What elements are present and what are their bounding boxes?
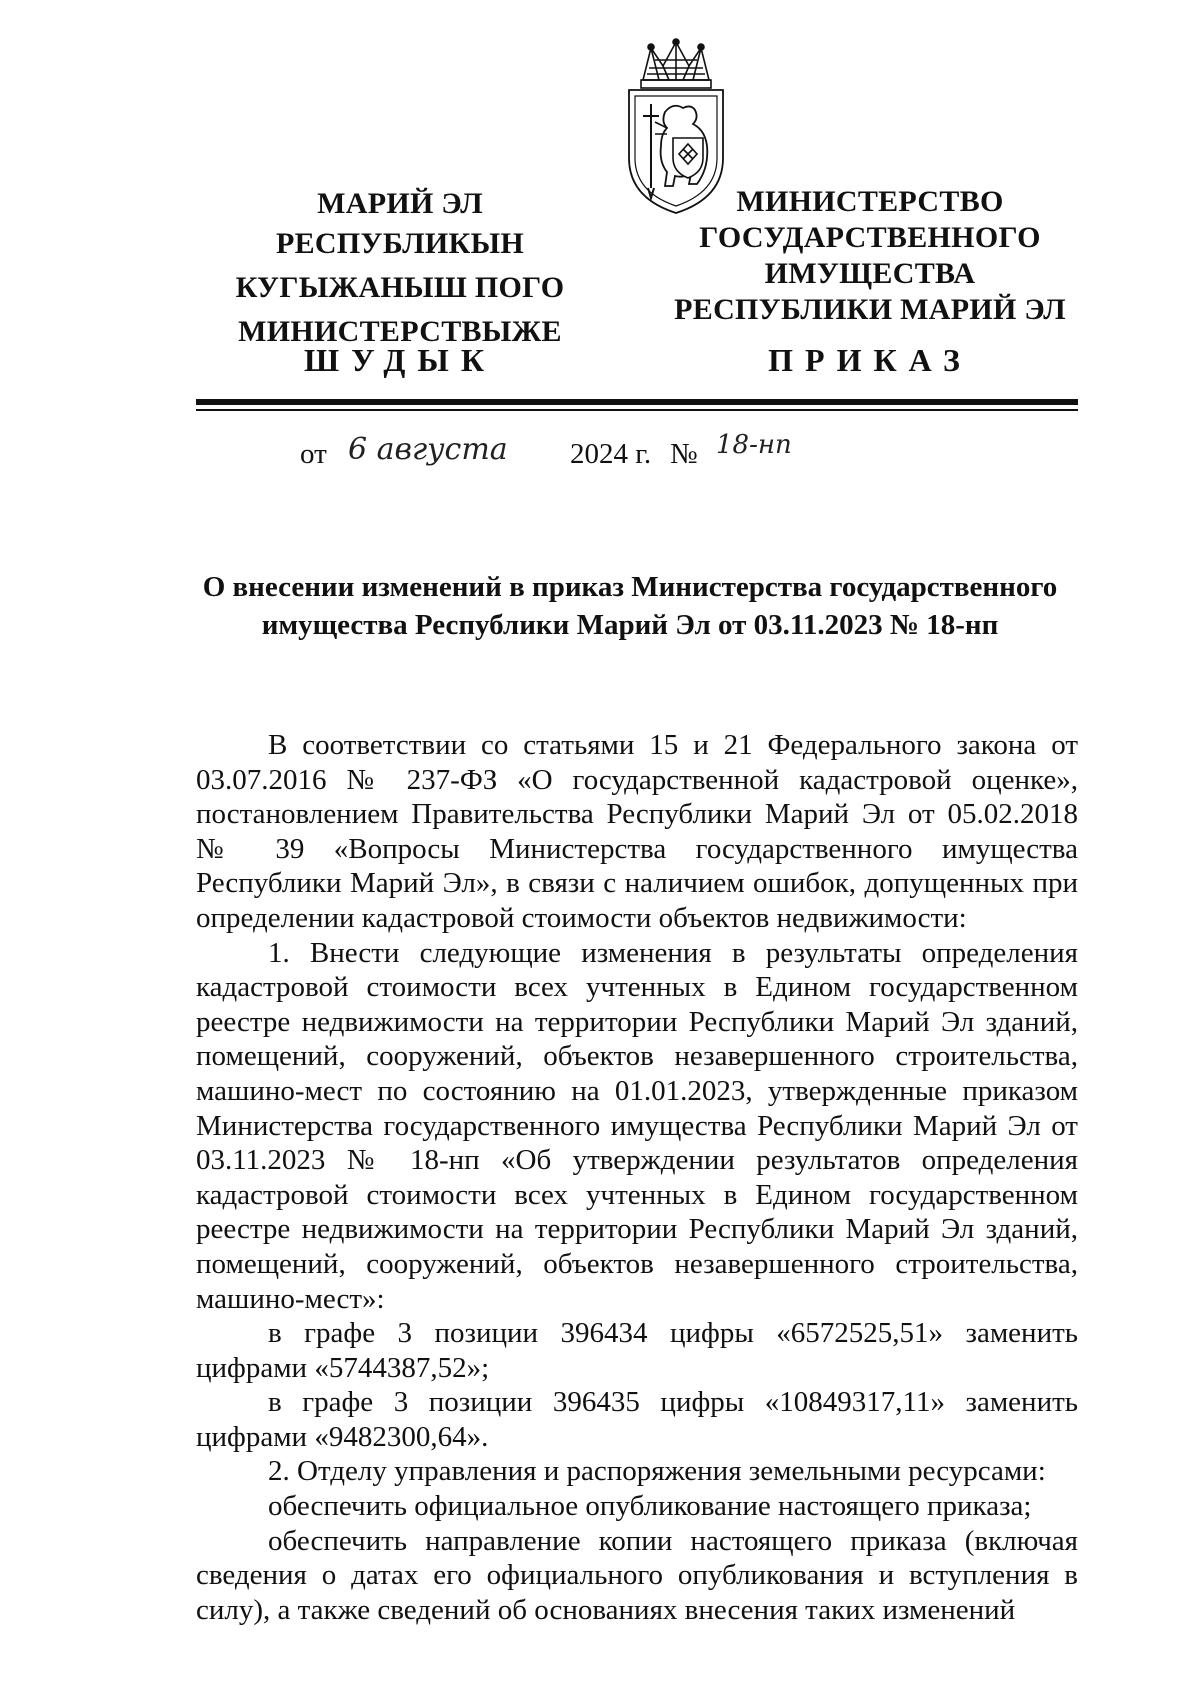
document-title xyxy=(150,568,1110,644)
header-divider-thin xyxy=(196,409,1078,411)
paragraph: 2. Отделу управления и распоряжения земельными ресурсами: xyxy=(268,1455,1046,1488)
header-left-authority xyxy=(190,184,610,356)
dateline xyxy=(300,430,1000,480)
header-divider xyxy=(196,399,1078,405)
header-left-line: МАРИЙ ЭЛ РЕСПУБЛИКЫН xyxy=(276,187,524,260)
header-right-authority xyxy=(660,184,1080,328)
paragraph: обеспечить официальное опубликование настоящего приказа; xyxy=(268,1490,1032,1523)
handwritten-date: 6 августа xyxy=(348,432,508,467)
header-left-line: МИНИСТЕРСТВЫЖЕ xyxy=(238,315,562,348)
handwritten-number: 18-нп xyxy=(716,430,792,460)
number-label: № xyxy=(670,438,698,470)
header-right-line: ГОСУДАРСТВЕННОГО xyxy=(699,221,1041,254)
header-right-line: РЕСПУБЛИКИ МАРИЙ ЭЛ xyxy=(674,293,1066,326)
doctype-left: ШУДЫК xyxy=(303,342,497,378)
from-label: от xyxy=(300,438,327,470)
doctype-right: ПРИКАЗ xyxy=(768,342,972,378)
paragraph: в графе 3 позиции 396434 цифры «6572525,51» заменить цифрами «5744387,52»; xyxy=(196,1317,1078,1384)
header-right-line: МИНИСТЕРСТВО xyxy=(736,185,1004,218)
paragraph: 1. Внести следующие изменения в результаты определения кадастровой стоимости всех учтенных в Едином государственном реестре недвижимости на территории Республики Марий Эл зданий, помещений, сооружений, объектов незавершенного строительства, машино-мест по состоянию на 01.01.2023, утвержденные приказом Министерства государственного имущества Республики Марий Эл от 03.11.2023 № 18-нп «Об утверждении результатов определения кадастровой стоимости всех учтенных в Едином государственном реестре недвижимости на территории Республики Марий Эл зданий, помещений, сооружений, объектов незавершенного строительства, машино-мест»: xyxy=(196,936,1078,1315)
header-left-line: КУГЫЖАНЫШ ПОГО xyxy=(235,271,565,304)
paragraph: в графе 3 позиции 396435 цифры «10849317,11» заменить цифрами «9482300,64». xyxy=(196,1386,1078,1453)
title-line: имущества Республики Марий Эл от 03.11.2023 № 18-нп xyxy=(261,609,999,641)
year: 2024 г. xyxy=(570,438,652,470)
header-right-line: ИМУЩЕСТВА xyxy=(764,257,976,290)
paragraph: обеспечить направление копии настоящего приказа (включая сведения о датах его официального опубликования и вступления в силу), а также сведений об основаниях внесения таких изменений xyxy=(196,1524,1078,1626)
document-body xyxy=(196,728,1078,1627)
paragraph: В соответствии со статьями 15 и 21 Федерального закона от 03.07.2016 № 237-ФЗ «О государственной кадастровой оценке», постановлением Правительства Республики Марий Эл от 05.02.2018 № 39 «Вопросы Министерства государственного имущества Республики Марий Эл», в связи с наличием ошибок, допущенных при определении кадастровой стоимости объектов недвижимости: xyxy=(196,729,1078,934)
title-line: О внесении изменений в приказ Министерства государственного xyxy=(202,571,1058,603)
